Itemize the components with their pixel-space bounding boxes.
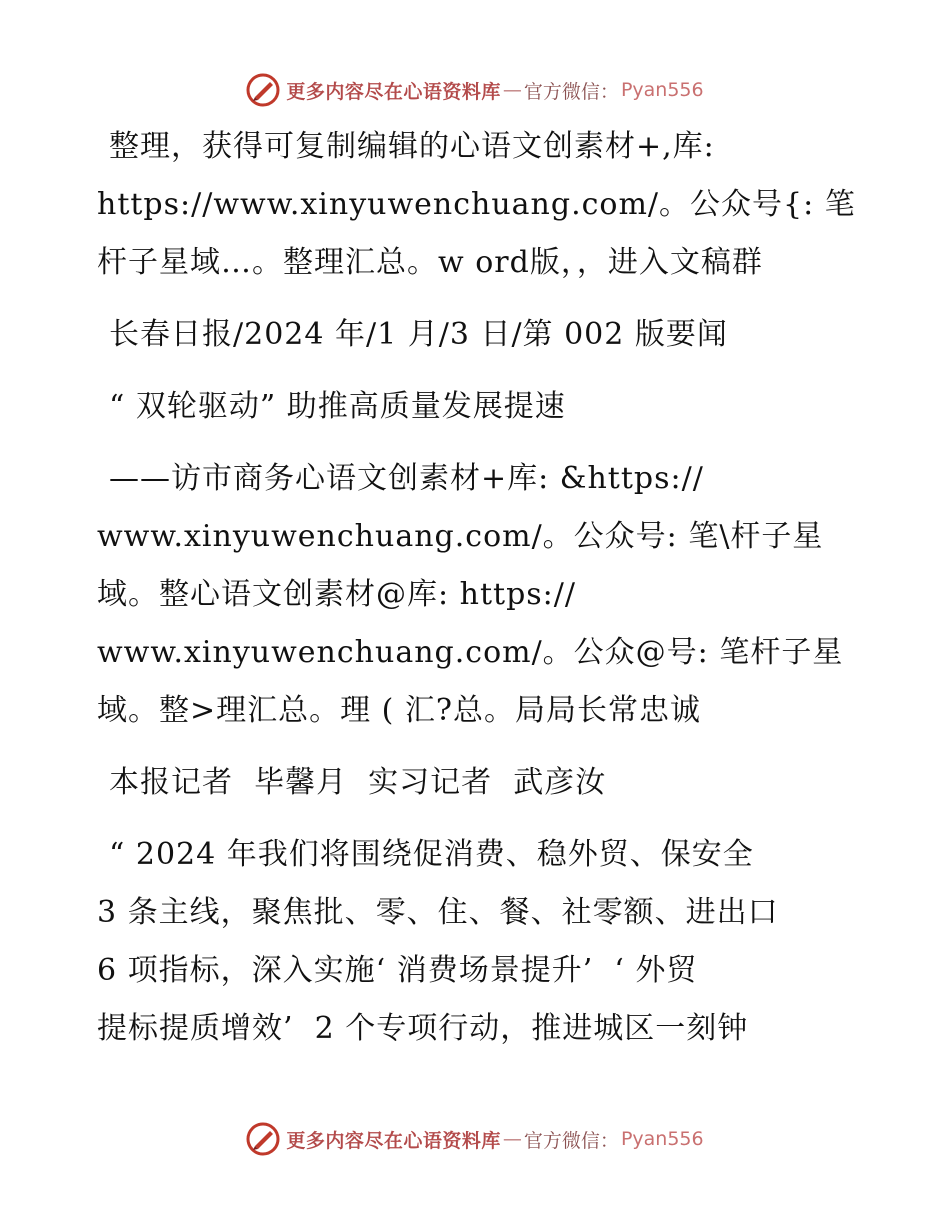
intro-line: 杆子星域…。整理汇总。w ord版，，进入文稿群 <box>97 245 763 280</box>
intro-block <box>97 118 857 292</box>
banner-dash: — <box>502 79 522 101</box>
subtitle-line: www.xinyuwenchuang.com/。公众号: 笔\杆子星 <box>97 519 824 554</box>
byline: 本报记者 毕馨月 实习记者 武彦汝 <box>109 765 607 800</box>
footer-banner <box>0 1117 950 1161</box>
body-line: 提标提质增效’ 2 个专项行动，推进城区一刻钟 <box>97 1011 749 1046</box>
banner-wechat-id: Pyan556 <box>620 79 704 101</box>
banner-brand-text: 更多内容尽在心语资料库 <box>286 80 501 103</box>
headline: “ 双轮驱动” 助推高质量发展提速 <box>109 389 566 424</box>
header-banner <box>0 68 950 112</box>
dateline: 长春日报/2024 年/1 月/3 日/第 002 版要闻 <box>109 317 728 352</box>
intro-line: 整理，获得可复制编辑的心语文创素材+,库: <box>109 129 715 164</box>
document-body <box>97 118 857 1058</box>
subtitle-line: 域。整心语文创素材@库: https:// <box>97 577 576 612</box>
subtitle-line: ——访市商务心语文创素材+库: &https:// <box>109 461 704 496</box>
body-line: “ 2024 年我们将围绕促消费、稳外贸、保安全 <box>109 837 754 872</box>
banner-dash: — <box>502 1128 522 1150</box>
banner-official-label: 官方微信： <box>523 80 619 103</box>
banner-brand-text: 更多内容尽在心语资料库 <box>286 1129 501 1152</box>
subtitle-line: www.xinyuwenchuang.com/。公众@号: 笔杆子星 <box>97 635 844 670</box>
body-line: 3 条主线，聚焦批、零、住、餐、社零额、进出口 <box>97 895 779 930</box>
banner-wechat-id: Pyan556 <box>620 1128 704 1150</box>
body-line: 6 项指标，深入实施‘ 消费场景提升’ ‘ 外贸 <box>97 953 698 988</box>
subtitle-line: 域。整>理汇总。理 ( 汇?总。局局长常忠诚 <box>97 693 701 728</box>
brand-logo-icon <box>246 1122 280 1156</box>
banner-official-label: 官方微信： <box>523 1129 619 1152</box>
body-block <box>97 826 857 1058</box>
brand-logo-icon <box>246 73 280 107</box>
subtitle-block <box>97 450 857 740</box>
intro-line: https://www.xinyuwenchuang.com/。公众号{: 笔 <box>97 187 856 222</box>
